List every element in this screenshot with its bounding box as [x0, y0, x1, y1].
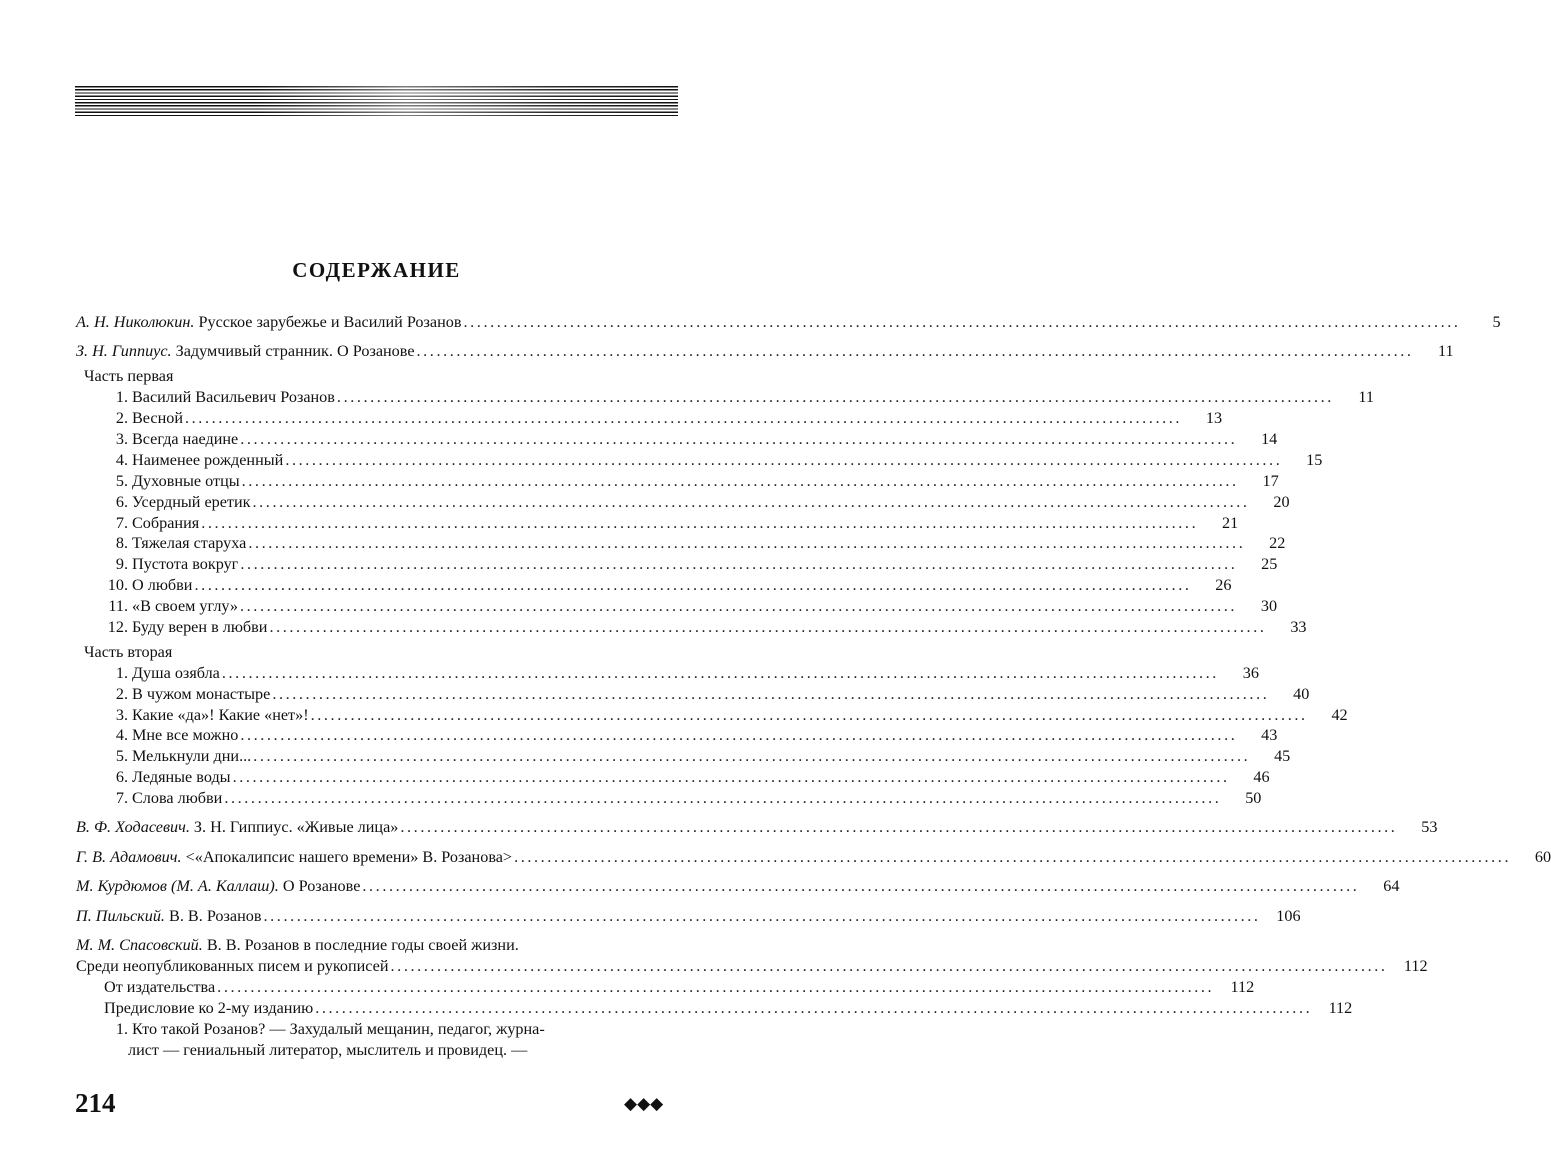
- dot-leader: [240, 429, 1237, 450]
- dot-leader: [400, 817, 1397, 838]
- toc-subentry-long[interactable]: [76, 1019, 678, 1040]
- page-number: 112: [1403, 956, 1428, 975]
- entry-title: <«Апокалипсис нашего времени» В. Розанова>: [181, 847, 513, 866]
- table-of-contents: [76, 312, 1551, 1060]
- entry-title: Пустота вокруг: [132, 555, 239, 574]
- item-number: 2.: [115, 684, 128, 703]
- toc-chapter[interactable]: [76, 450, 1323, 471]
- toc-entry[interactable]: [76, 906, 1301, 927]
- dot-leader: [311, 705, 1308, 726]
- part-two-list: [76, 663, 1348, 809]
- entry-author: А. Н. Николюкин.: [76, 313, 195, 331]
- dot-leader: [240, 725, 1237, 746]
- page-number: 22: [1269, 534, 1286, 553]
- entry-title: Собрания: [132, 513, 200, 532]
- toc-chapter[interactable]: [76, 492, 1290, 513]
- entry-title: Кто такой Розанов? — Захудалый мещанин, педагог, журна-: [132, 1019, 545, 1038]
- page-number: 11: [1358, 388, 1374, 407]
- page-number: 20: [1273, 492, 1290, 511]
- dot-leader: [514, 847, 1511, 868]
- page-number: 25: [1261, 555, 1278, 574]
- page-number: 40: [1293, 684, 1310, 703]
- toc-chapter[interactable]: [76, 554, 1278, 575]
- entry-title-cont: Среди неопубликованных писем и рукописей: [76, 956, 389, 975]
- entry-title: Всегда наедине: [132, 429, 239, 448]
- toc-chapter[interactable]: [76, 767, 1270, 788]
- dot-leader: [222, 663, 1219, 684]
- toc-chapter[interactable]: [76, 746, 1291, 767]
- entry-title: Мелькнули дни...: [132, 747, 252, 766]
- dot-leader: [315, 998, 1312, 1019]
- entry-title: Василий Васильевич Розанов: [132, 388, 335, 407]
- toc-subentry-long-cont: лист — гениальный литератор, мыслитель и провидец. —: [128, 1040, 528, 1059]
- entry-title: Какие «да»! Какие «нет»!: [132, 705, 309, 724]
- dot-leader: [391, 956, 1388, 977]
- page-number: 30: [1260, 597, 1278, 616]
- entry-title: Тяжелая старуха: [132, 534, 247, 553]
- entry-title: О любви: [132, 576, 193, 595]
- page-number: 15: [1306, 450, 1323, 469]
- dot-leader: [185, 408, 1182, 429]
- entry-title: З. Н. Гиппиус. «Живые лица»: [189, 818, 399, 837]
- toc-chapter[interactable]: [76, 429, 1278, 450]
- page-number: 53: [1421, 818, 1438, 837]
- dot-leader: [464, 312, 1461, 333]
- dot-leader: [264, 906, 1261, 927]
- part-two-heading: Часть вторая: [84, 642, 173, 661]
- dot-leader: [240, 554, 1237, 575]
- dot-leader: [285, 450, 1282, 471]
- entry-title: Ледяные воды: [132, 768, 231, 787]
- entry-title: Предисловие ко 2-му изданию: [104, 998, 314, 1017]
- toc-chapter[interactable]: [76, 471, 1279, 492]
- item-number: 1.: [115, 388, 128, 407]
- page-number: 26: [1215, 576, 1232, 595]
- toc-entry[interactable]: [76, 876, 1400, 897]
- entry-title: Мне все можно: [132, 726, 239, 745]
- toc-subentry[interactable]: [76, 977, 1255, 998]
- toc-entry[interactable]: [76, 847, 1551, 868]
- item-number: 9.: [115, 555, 128, 574]
- entry-title: Буду верен в любви: [132, 617, 268, 636]
- page-title: СОДЕРЖАНИЕ: [292, 258, 461, 282]
- item-number: 2.: [115, 409, 128, 428]
- item-number: 4.: [115, 726, 128, 745]
- entry-title: Задумчивый странник. О Розанове: [171, 342, 415, 361]
- entry-title: В. В. Розанов: [164, 906, 262, 925]
- entry-author: В. Ф. Ходасевич.: [76, 818, 190, 837]
- item-number: 7.: [115, 513, 128, 532]
- item-number: 8.: [115, 534, 128, 553]
- page-number: 33: [1290, 617, 1307, 636]
- entry-title: Весной: [132, 409, 183, 428]
- essays-list: [76, 817, 1551, 926]
- item-number: 12.: [107, 617, 128, 636]
- entry-author: П. Пильский.: [76, 906, 165, 925]
- entry-title: Слова любви: [132, 789, 223, 808]
- toc-chapter[interactable]: [76, 725, 1278, 746]
- dot-leader: [253, 492, 1250, 513]
- dot-leader: [337, 387, 1334, 408]
- ornament-icon: ◆◆◆: [624, 1094, 664, 1113]
- page-number: 5: [1492, 313, 1501, 331]
- dot-leader: [253, 746, 1250, 767]
- toc-entry[interactable]: [76, 341, 1454, 362]
- dot-leader: [362, 876, 1359, 897]
- entry-title: Наименее рожденный: [132, 450, 284, 469]
- toc-entry[interactable]: [76, 312, 1501, 333]
- toc-entry[interactable]: [76, 817, 1438, 838]
- dot-leader: [269, 617, 1266, 638]
- entry-title: Усердный еретик: [132, 492, 251, 511]
- item-number: 5.: [115, 747, 128, 766]
- dot-leader: [217, 977, 1214, 998]
- entry-title: О Розанове: [278, 877, 361, 896]
- entry-title: Русское зарубежье и Василий Розанов: [194, 313, 462, 331]
- item-number: 6.: [115, 768, 128, 787]
- entry-title: Душа озябла: [132, 663, 220, 682]
- page-number: 64: [1383, 877, 1400, 896]
- entry-author: Г. В. Адамович.: [76, 847, 182, 866]
- page-number: 21: [1222, 513, 1239, 532]
- part-one-list: [76, 387, 1374, 638]
- item-number: 3.: [115, 429, 128, 448]
- toc-chapter[interactable]: [76, 575, 1232, 596]
- toc-chapter[interactable]: [76, 617, 1307, 638]
- toc-chapter[interactable]: [76, 533, 1286, 554]
- toc-chapter[interactable]: [76, 684, 1310, 705]
- toc-chapter[interactable]: [76, 705, 1348, 726]
- toc-chapter[interactable]: [76, 788, 1262, 809]
- page-number: 13: [1205, 409, 1223, 428]
- header-banner: [75, 86, 678, 118]
- dot-leader: [417, 341, 1414, 362]
- item-number: 7.: [115, 789, 128, 808]
- item-number: 1.: [115, 1019, 128, 1038]
- dot-leader: [233, 767, 1230, 788]
- toc-chapter[interactable]: [76, 663, 1259, 684]
- dot-leader: [248, 533, 1245, 554]
- entry-author: З. Н. Гиппиус.: [76, 342, 172, 361]
- page-number: 11: [1437, 342, 1454, 361]
- page-number: 112: [1230, 977, 1255, 996]
- page-number: 43: [1261, 726, 1278, 745]
- page-number: 60: [1534, 847, 1551, 866]
- toc-chapter[interactable]: [76, 387, 1374, 408]
- entry-title: От издательства: [104, 977, 216, 996]
- dot-leader: [224, 788, 1221, 809]
- page-number: 106: [1276, 906, 1301, 925]
- page-number: 112: [1328, 998, 1353, 1017]
- page-number: 42: [1331, 705, 1348, 724]
- dot-leader: [240, 596, 1237, 617]
- page-folio: 214: [75, 1088, 116, 1118]
- item-number: 1.: [115, 663, 128, 682]
- dot-leader: [272, 684, 1269, 705]
- entry-author: М. М. Спасовский.: [76, 936, 203, 955]
- toc-subentry[interactable]: [76, 998, 1353, 1019]
- item-number: 3.: [115, 705, 128, 724]
- entry-author: М. Курдюмов (М. А. Каллаш).: [76, 877, 279, 896]
- item-number: 4.: [115, 450, 128, 469]
- toc-chapter[interactable]: [76, 408, 1223, 429]
- page-number: 14: [1261, 429, 1278, 448]
- item-number: 5.: [115, 471, 128, 490]
- page-number: 17: [1262, 471, 1279, 490]
- part-one-heading: Часть первая: [84, 367, 174, 386]
- page-number: 36: [1242, 663, 1259, 682]
- dot-leader: [194, 575, 1191, 596]
- item-number: 6.: [115, 492, 128, 511]
- item-number: 10.: [107, 576, 128, 595]
- entry-title: Духовные отцы: [132, 471, 240, 490]
- toc-chapter[interactable]: [76, 596, 1278, 617]
- entry-title: В чужом монастыре: [132, 684, 271, 703]
- entry-title: «В своем углу»: [132, 597, 239, 616]
- page-number: 50: [1245, 789, 1262, 808]
- toc-chapter[interactable]: [76, 513, 1239, 534]
- toc-entry-spasovsky[interactable]: [76, 935, 678, 956]
- dot-leader: [201, 513, 1198, 534]
- page-number: 45: [1274, 747, 1291, 766]
- entry-title: В. В. Розанов в последние годы своей жизни.: [202, 936, 519, 955]
- toc-entry-spasovsky-cont[interactable]: [76, 956, 1428, 977]
- item-number: 11.: [108, 597, 128, 616]
- dot-leader: [242, 471, 1239, 492]
- page-number: 46: [1253, 768, 1270, 787]
